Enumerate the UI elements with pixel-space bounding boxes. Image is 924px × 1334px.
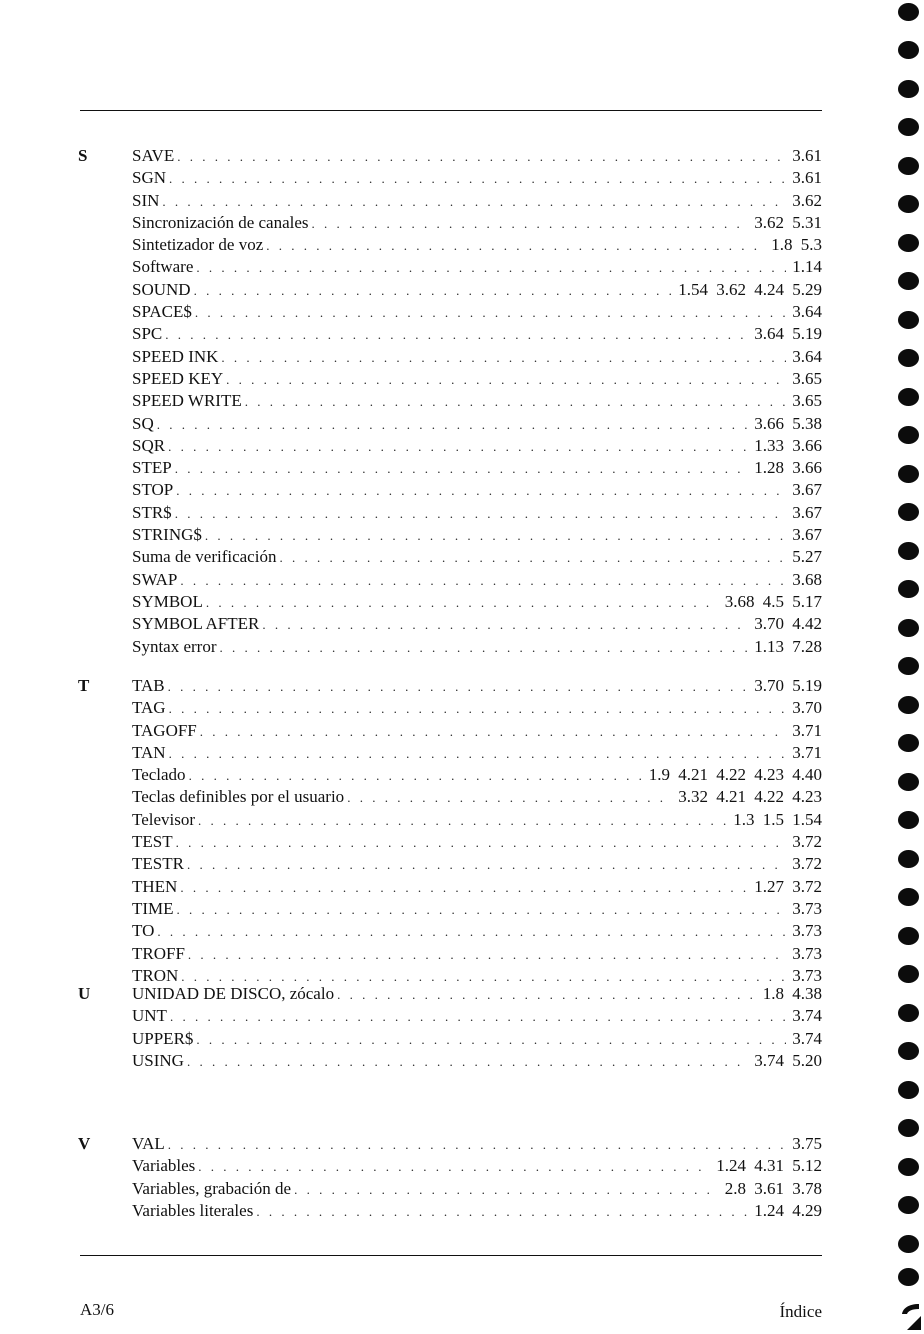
dot-leader bbox=[165, 324, 748, 346]
dot-leader bbox=[187, 854, 786, 876]
entry-term: SIN bbox=[132, 190, 160, 210]
index-entry bbox=[132, 524, 822, 546]
binding-hole-icon bbox=[898, 41, 919, 59]
entry-term: Variables, grabación de bbox=[132, 1178, 292, 1198]
binding-hole-icon bbox=[898, 1004, 919, 1022]
binding-hole-icon bbox=[898, 311, 919, 329]
dot-leader bbox=[294, 1179, 719, 1201]
section-letter: S bbox=[78, 146, 88, 165]
dot-leader bbox=[200, 721, 786, 743]
dot-leader bbox=[157, 921, 786, 943]
entry-term: SPC bbox=[132, 324, 163, 344]
index-entry bbox=[132, 212, 822, 234]
page-number: A3/6 bbox=[80, 1300, 114, 1319]
entry-pages: 3.74 5.20 bbox=[754, 1050, 822, 1070]
index-entry bbox=[132, 853, 822, 875]
index-entry bbox=[132, 697, 822, 719]
entry-term: SYMBOL AFTER bbox=[132, 614, 260, 634]
binding-hole-icon bbox=[898, 1196, 919, 1214]
binding-hole-icon bbox=[898, 1081, 919, 1099]
binding-hole-icon bbox=[898, 3, 919, 21]
dot-leader bbox=[157, 414, 749, 436]
dot-leader bbox=[169, 168, 786, 190]
entry-pages: 1.24 4.29 bbox=[754, 1200, 822, 1220]
entry-term: TESTR bbox=[132, 854, 184, 874]
index-entry bbox=[132, 764, 822, 786]
binding-hole-icon bbox=[898, 734, 919, 752]
entry-pages: 3.66 5.38 bbox=[754, 413, 822, 433]
entry-pages: 3.73 bbox=[792, 965, 822, 985]
dot-leader bbox=[168, 676, 749, 698]
dot-leader bbox=[168, 436, 748, 458]
entry-term: UPPER$ bbox=[132, 1028, 194, 1048]
dot-leader bbox=[176, 832, 787, 854]
entry-term: SPEED KEY bbox=[132, 368, 224, 388]
index-entry bbox=[132, 720, 822, 742]
index-entry bbox=[132, 390, 822, 412]
entry-pages: 3.67 bbox=[792, 502, 822, 522]
index-entry bbox=[132, 786, 822, 808]
dot-leader bbox=[266, 235, 765, 257]
dot-leader bbox=[175, 458, 749, 480]
entry-term: Sintetizador de voz bbox=[132, 235, 264, 255]
index-entry bbox=[132, 1028, 822, 1050]
binding-hole-icon bbox=[898, 773, 919, 791]
index-entry bbox=[132, 1050, 822, 1072]
entry-term: SGN bbox=[132, 168, 167, 188]
entry-pages: 1.14 bbox=[792, 257, 822, 277]
entry-term: SPEED WRITE bbox=[132, 391, 242, 411]
entry-pages: 3.61 bbox=[792, 168, 822, 188]
dot-leader bbox=[169, 743, 787, 765]
dot-leader bbox=[262, 614, 748, 636]
index-entry bbox=[132, 742, 822, 764]
binding-hole-icon bbox=[898, 80, 919, 98]
dot-leader bbox=[175, 503, 787, 525]
binding-hook-icon bbox=[899, 1302, 921, 1330]
binding-hole-icon bbox=[898, 1119, 919, 1137]
dot-leader bbox=[245, 391, 787, 413]
dot-leader bbox=[187, 1051, 748, 1073]
dot-leader bbox=[169, 698, 787, 720]
entry-term: Sincronización de canales bbox=[132, 212, 309, 232]
entry-term: THEN bbox=[132, 876, 178, 896]
entry-pages: 3.61 bbox=[792, 146, 822, 165]
section-letter: T bbox=[78, 676, 90, 695]
entry-pages: 1.27 3.72 bbox=[754, 876, 822, 896]
entry-list bbox=[132, 145, 822, 658]
entry-term: SWAP bbox=[132, 569, 178, 589]
index-entry bbox=[132, 368, 822, 390]
dot-leader bbox=[189, 765, 643, 787]
index-entry bbox=[132, 234, 822, 256]
entry-pages: 3.65 bbox=[792, 391, 822, 411]
binding-hole-icon bbox=[898, 580, 919, 598]
index-entry bbox=[132, 323, 822, 345]
index-entry bbox=[132, 279, 822, 301]
entry-term: TEST bbox=[132, 832, 173, 852]
entry-pages: 1.33 3.66 bbox=[754, 435, 822, 455]
index-entry bbox=[132, 983, 822, 1005]
entry-term: TAB bbox=[132, 676, 165, 695]
index-entry bbox=[132, 546, 822, 568]
index-entry bbox=[132, 346, 822, 368]
dot-leader bbox=[226, 369, 786, 391]
entry-term: SAVE bbox=[132, 146, 175, 165]
dot-leader bbox=[221, 347, 786, 369]
entry-term: SPEED INK bbox=[132, 346, 219, 366]
entry-pages: 3.67 bbox=[792, 525, 822, 545]
entry-pages: 3.64 bbox=[792, 346, 822, 366]
entry-pages: 1.9 4.21 4.22 4.23 4.40 bbox=[648, 765, 822, 785]
entry-term: Syntax error bbox=[132, 636, 217, 656]
entry-pages: 3.74 bbox=[792, 1006, 822, 1026]
dot-leader bbox=[312, 213, 749, 235]
entry-pages: 3.68 bbox=[792, 569, 822, 589]
entry-term: TAG bbox=[132, 698, 166, 718]
entry-term: TIME bbox=[132, 898, 174, 918]
entry-term: SYMBOL bbox=[132, 591, 203, 611]
entry-pages: 1.24 4.31 5.12 bbox=[716, 1156, 822, 1176]
index-entry bbox=[132, 190, 822, 212]
entry-term: STOP bbox=[132, 480, 174, 500]
binding-holes bbox=[896, 0, 924, 1334]
dot-leader bbox=[279, 547, 786, 569]
entry-pages: 3.74 bbox=[792, 1028, 822, 1048]
section-letter: V bbox=[78, 1134, 91, 1153]
binding-hole-icon bbox=[898, 157, 919, 175]
index-entry bbox=[132, 301, 822, 323]
entry-term: STEP bbox=[132, 458, 172, 478]
index-entry bbox=[132, 809, 822, 831]
index-entry bbox=[132, 435, 822, 457]
entry-term: Teclas definibles por el usuario bbox=[132, 787, 345, 807]
entry-list bbox=[132, 675, 822, 987]
dot-leader bbox=[196, 1029, 786, 1051]
entry-pages: 3.65 bbox=[792, 368, 822, 388]
entry-pages: 3.72 bbox=[792, 832, 822, 852]
binding-hole-icon bbox=[898, 503, 919, 521]
dot-leader bbox=[194, 280, 673, 302]
footer-rule bbox=[80, 1255, 822, 1256]
dot-leader bbox=[337, 984, 757, 1006]
index-entry bbox=[132, 1155, 822, 1177]
binding-hole-icon bbox=[898, 1268, 919, 1286]
entry-term: SQ bbox=[132, 413, 154, 433]
binding-hole-icon bbox=[898, 965, 919, 983]
binding-hole-icon bbox=[898, 888, 919, 906]
dot-leader bbox=[162, 191, 786, 213]
dot-leader bbox=[205, 525, 786, 547]
entry-pages: 5.27 bbox=[792, 547, 822, 567]
binding-hole-icon bbox=[898, 426, 919, 444]
dot-leader bbox=[177, 146, 786, 168]
binding-hole-icon bbox=[898, 811, 919, 829]
entry-term: UNT bbox=[132, 1006, 167, 1026]
entry-list bbox=[132, 983, 822, 1072]
binding-hole-icon bbox=[898, 657, 919, 675]
index-entry bbox=[132, 502, 822, 524]
index-entry bbox=[132, 167, 822, 189]
entry-pages: 3.72 bbox=[792, 854, 822, 874]
index-entry bbox=[132, 675, 822, 697]
entry-term: TRON bbox=[132, 965, 179, 985]
index-entry bbox=[132, 1200, 822, 1222]
dot-leader bbox=[168, 1134, 787, 1156]
index-entry bbox=[132, 1178, 822, 1200]
binding-hole-icon bbox=[898, 195, 919, 213]
entry-pages: 1.54 3.62 4.24 5.29 bbox=[678, 279, 822, 299]
entry-term: Variables bbox=[132, 1156, 196, 1176]
entry-term: STR$ bbox=[132, 502, 172, 522]
header-rule bbox=[80, 110, 822, 111]
dot-leader bbox=[198, 1156, 710, 1178]
dot-leader bbox=[198, 810, 727, 832]
index-entry bbox=[132, 920, 822, 942]
binding-hole-icon bbox=[898, 542, 919, 560]
index-entry bbox=[132, 831, 822, 853]
index-entry bbox=[132, 591, 822, 613]
entry-term: TAGOFF bbox=[132, 720, 197, 740]
entry-pages: 1.28 3.66 bbox=[754, 458, 822, 478]
entry-term: Suma de verificación bbox=[132, 547, 277, 567]
binding-hole-icon bbox=[898, 850, 919, 868]
binding-hole-icon bbox=[898, 465, 919, 483]
binding-hole-icon bbox=[898, 118, 919, 136]
entry-pages: 3.70 bbox=[792, 698, 822, 718]
binding-hole-icon bbox=[898, 1042, 919, 1060]
entry-pages: 3.62 5.31 bbox=[754, 212, 822, 232]
entry-term: UNIDAD DE DISCO, zócalo bbox=[132, 984, 335, 1003]
entry-term: Teclado bbox=[132, 765, 186, 785]
entry-pages: 1.8 5.3 bbox=[771, 235, 822, 255]
index-entry bbox=[132, 943, 822, 965]
index-entry bbox=[132, 256, 822, 278]
entry-pages: 1.13 7.28 bbox=[754, 636, 822, 656]
dot-leader bbox=[206, 592, 719, 614]
entry-term: Software bbox=[132, 257, 194, 277]
entry-term: TO bbox=[132, 921, 155, 941]
entry-term: Variables literales bbox=[132, 1200, 254, 1220]
binding-hole-icon bbox=[898, 619, 919, 637]
binding-hole-icon bbox=[898, 388, 919, 406]
entry-term: Televisor bbox=[132, 809, 196, 829]
entry-pages: 3.75 bbox=[792, 1134, 822, 1153]
entry-pages: 3.67 bbox=[792, 480, 822, 500]
entry-term: STRING$ bbox=[132, 525, 202, 545]
entry-pages: 3.71 bbox=[792, 720, 822, 740]
index-entry bbox=[132, 413, 822, 435]
entry-list bbox=[132, 1133, 822, 1222]
index-entry bbox=[132, 1005, 822, 1027]
entry-pages: 2.8 3.61 3.78 bbox=[724, 1178, 822, 1198]
entry-pages: 3.64 bbox=[792, 302, 822, 322]
entry-term: SOUND bbox=[132, 279, 191, 299]
entry-pages: 3.70 4.42 bbox=[754, 614, 822, 634]
dot-leader bbox=[170, 1006, 786, 1028]
binding-hole-icon bbox=[898, 927, 919, 945]
binding-hole-icon bbox=[898, 349, 919, 367]
binding-hole-icon bbox=[898, 272, 919, 290]
dot-leader bbox=[220, 637, 749, 659]
index-entry bbox=[132, 898, 822, 920]
index-entry bbox=[132, 636, 822, 658]
dot-leader bbox=[256, 1201, 748, 1223]
index-entry bbox=[132, 145, 822, 167]
footer-section-title: Índice bbox=[779, 1302, 822, 1321]
entry-pages: 3.70 5.19 bbox=[754, 676, 822, 695]
binding-hole-icon bbox=[898, 696, 919, 714]
entry-pages: 1.8 4.38 bbox=[762, 984, 822, 1003]
dot-leader bbox=[177, 899, 787, 921]
dot-leader bbox=[195, 302, 786, 324]
entry-pages: 1.3 1.5 1.54 bbox=[733, 809, 822, 829]
entry-pages: 3.32 4.21 4.22 4.23 bbox=[678, 787, 822, 807]
entry-term: SQR bbox=[132, 435, 166, 455]
entry-pages: 3.68 4.5 5.17 bbox=[724, 591, 822, 611]
index-entry bbox=[132, 1133, 822, 1155]
index-entry bbox=[132, 613, 822, 635]
entry-pages: 3.73 bbox=[792, 898, 822, 918]
dot-leader bbox=[180, 570, 786, 592]
dot-leader bbox=[180, 877, 748, 899]
entry-term: USING bbox=[132, 1050, 184, 1070]
entry-pages: 3.73 bbox=[792, 943, 822, 963]
binding-hole-icon bbox=[898, 1158, 919, 1176]
index-entry bbox=[132, 457, 822, 479]
binding-hole-icon bbox=[898, 1235, 919, 1253]
section-letter: U bbox=[78, 984, 91, 1003]
entry-pages: 3.62 bbox=[792, 190, 822, 210]
dot-leader bbox=[196, 257, 786, 279]
entry-term: TROFF bbox=[132, 943, 185, 963]
entry-pages: 3.64 5.19 bbox=[754, 324, 822, 344]
index-entry bbox=[132, 876, 822, 898]
binding-hole-icon bbox=[898, 234, 919, 252]
entry-pages: 3.73 bbox=[792, 921, 822, 941]
dot-leader bbox=[176, 480, 786, 502]
entry-term: SPACE$ bbox=[132, 302, 192, 322]
dot-leader bbox=[188, 944, 786, 966]
entry-pages: 3.71 bbox=[792, 742, 822, 762]
entry-term: VAL bbox=[132, 1134, 165, 1153]
dot-leader bbox=[347, 787, 672, 809]
index-entry bbox=[132, 569, 822, 591]
entry-term: TAN bbox=[132, 742, 166, 762]
index-entry bbox=[132, 479, 822, 501]
